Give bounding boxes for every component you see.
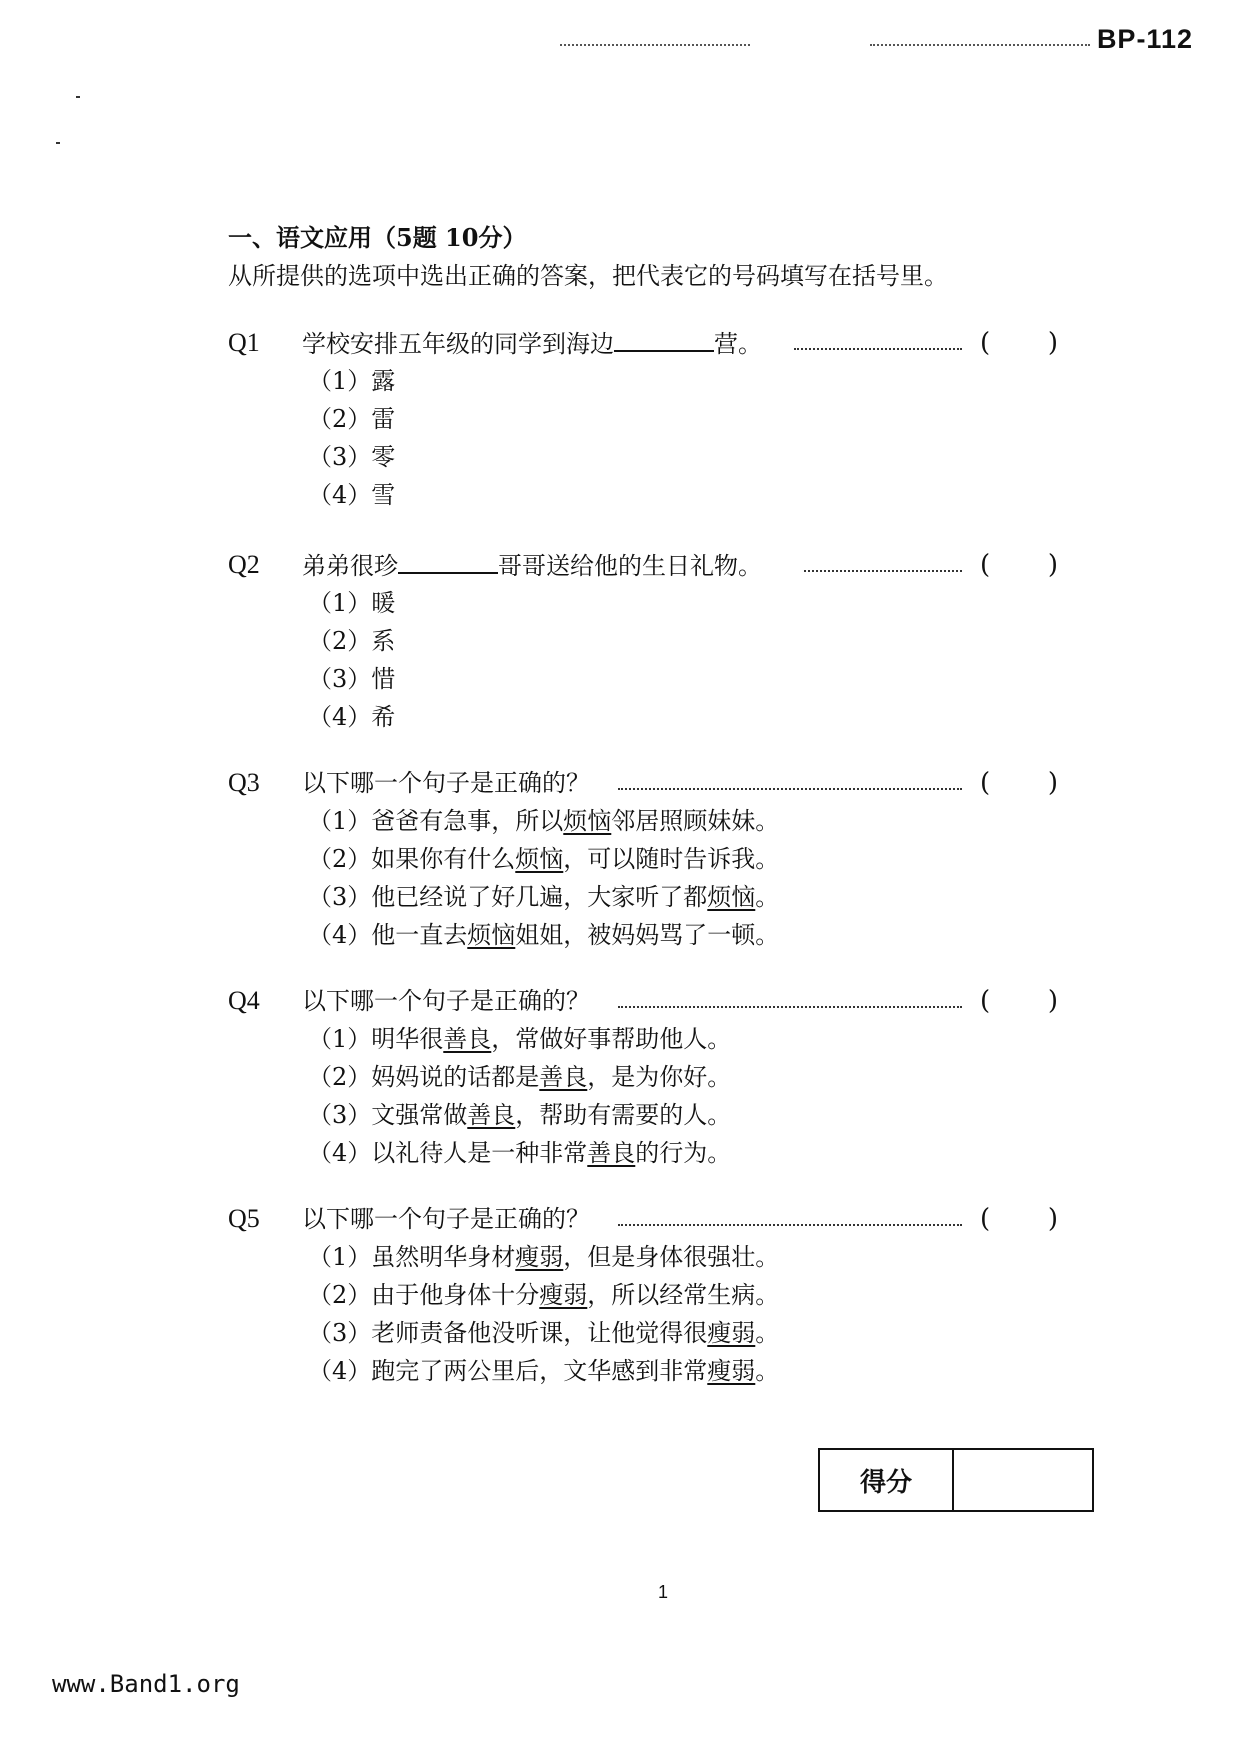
- option: （2）由于他身体十分瘦弱，所以经常生病。: [308, 1281, 780, 1309]
- underlined-word: 瘦弱: [515, 1243, 564, 1271]
- score-label: 得分: [820, 1450, 954, 1510]
- option: （1）爸爸有急事，所以烦恼邻居照顾妹妹。: [308, 807, 780, 835]
- question-text: 以下哪一个句子是正确的？: [302, 769, 590, 797]
- dot-leader: [804, 570, 962, 572]
- question-number: Q2: [228, 550, 260, 579]
- option: （1）露: [308, 367, 396, 395]
- underlined-word: 善良: [467, 1101, 516, 1129]
- underlined-word: 烦恼: [467, 921, 516, 949]
- header-scan-line-1: [560, 44, 750, 46]
- scan-speck: [76, 96, 80, 98]
- page-number: 1: [658, 1582, 669, 1602]
- question-number: Q4: [228, 986, 260, 1015]
- question-5: Q5 以下哪一个句子是正确的？ ( ) （1）虽然明华身材瘦弱，但是身体很强壮。 （2）由于他身体十分瘦弱，所以经常生病。 （3）老师责备他没听课，让他觉得很瘦弱。 （4）跑完了两公里后，文华感到非常瘦弱。: [228, 1200, 1058, 1390]
- dot-leader: [618, 788, 962, 790]
- question-text: 弟弟很珍 哥哥送给他的生日礼物。: [302, 546, 762, 585]
- underlined-word: 瘦弱: [707, 1319, 756, 1347]
- question-text: 以下哪一个句子是正确的？: [302, 1205, 590, 1233]
- option: （4）雪: [308, 481, 396, 509]
- question-number: Q3: [228, 768, 260, 797]
- fill-blank[interactable]: [398, 546, 498, 574]
- option: （4）以礼待人是一种非常善良的行为。: [308, 1139, 732, 1167]
- question-1: Q1 学校安排五年级的同学到海边 营。 ( ) （1）露 （2）雷 （3）零 （4）雪: [228, 324, 1058, 514]
- option: （2）雷: [308, 405, 396, 433]
- option: （1）虽然明华身材瘦弱，但是身体很强壮。: [308, 1243, 780, 1271]
- underlined-word: 烦恼: [563, 807, 612, 835]
- option: （3）惜: [308, 665, 396, 693]
- section-instruction: 从所提供的选项中选出正确的答案，把代表它的号码填写在括号里。: [228, 262, 948, 290]
- option: （2）系: [308, 627, 396, 655]
- question-text: 学校安排五年级的同学到海边 营。: [302, 324, 762, 363]
- underlined-word: 善良: [443, 1025, 492, 1053]
- option: （4）跑完了两公里后，文华感到非常瘦弱。: [308, 1357, 780, 1385]
- underlined-word: 善良: [587, 1139, 636, 1167]
- underlined-word: 瘦弱: [539, 1281, 588, 1309]
- question-number: Q5: [228, 1204, 260, 1233]
- underlined-word: 烦恼: [707, 883, 756, 911]
- option: （3）他已经说了好几遍，大家听了都烦恼。: [308, 883, 780, 911]
- section-title: 一、语文应用（5题 10分）: [228, 223, 527, 252]
- question-number: Q1: [228, 328, 260, 357]
- dot-leader: [618, 1006, 962, 1008]
- underlined-word: 瘦弱: [707, 1357, 756, 1385]
- option: （1）暖: [308, 589, 396, 617]
- option: （4）他一直去烦恼姐姐，被妈妈骂了一顿。: [308, 921, 780, 949]
- dot-leader: [794, 348, 962, 350]
- option: （2）如果你有什么烦恼，可以随时告诉我。: [308, 845, 780, 873]
- option: （3）文强常做善良，帮助有需要的人。: [308, 1101, 732, 1129]
- option: （3）老师责备他没听课，让他觉得很瘦弱。: [308, 1319, 780, 1347]
- underlined-word: 善良: [539, 1063, 588, 1091]
- scan-speck: [56, 142, 60, 144]
- question-2: Q2 弟弟很珍 哥哥送给他的生日礼物。 ( ) （1）暖 （2）系 （3）惜 （4）希: [228, 546, 1058, 736]
- underlined-word: 烦恼: [515, 845, 564, 873]
- header-scan-line-2: [870, 44, 1090, 46]
- dot-leader: [618, 1224, 962, 1226]
- footer-url: www.Band1.org: [52, 1670, 240, 1698]
- option: （4）希: [308, 703, 396, 731]
- option: （3）零: [308, 443, 396, 471]
- question-text: 以下哪一个句子是正确的？: [302, 987, 590, 1015]
- score-value-field[interactable]: [954, 1450, 1092, 1510]
- score-box: [818, 1448, 1094, 1512]
- question-4: Q4 以下哪一个句子是正确的？ ( ) （1）明华很善良，常做好事帮助他人。 （2）妈妈说的话都是善良，是为你好。 （3）文强常做善良，帮助有需要的人。 （4）以礼待人是一种非常善良的行为。: [228, 982, 1058, 1172]
- document-code: BP-112: [1096, 24, 1193, 54]
- fill-blank[interactable]: [614, 324, 714, 352]
- question-3: Q3 以下哪一个句子是正确的？ ( ) （1）爸爸有急事，所以烦恼邻居照顾妹妹。 （2）如果你有什么烦恼，可以随时告诉我。 （3）他已经说了好几遍，大家听了都烦恼。 （4）他一直去烦恼姐姐，被妈妈骂了一顿。: [228, 764, 1058, 954]
- option: （1）明华很善良，常做好事帮助他人。: [308, 1025, 732, 1053]
- option: （2）妈妈说的话都是善良，是为你好。: [308, 1063, 732, 1091]
